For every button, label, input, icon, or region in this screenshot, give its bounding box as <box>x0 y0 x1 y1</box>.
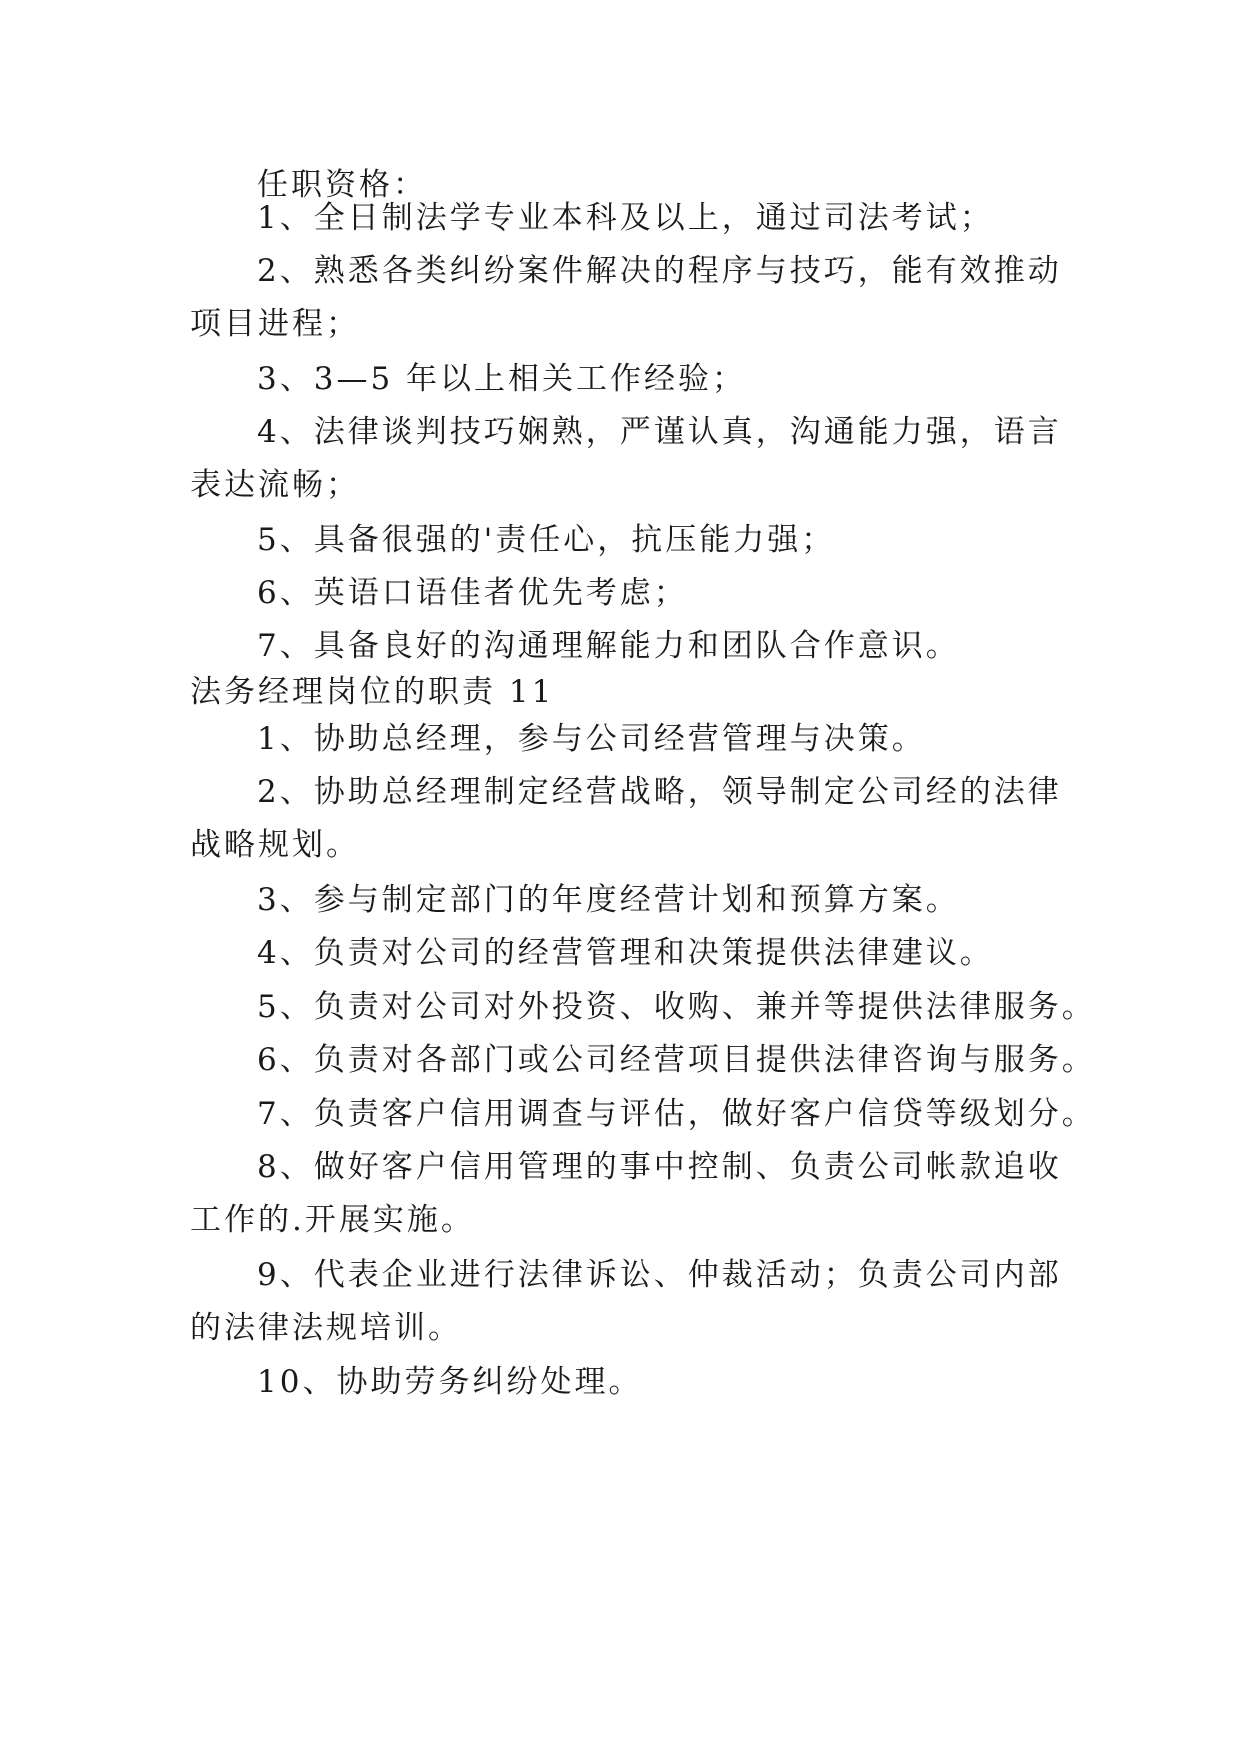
duty-item-10: 10、协助劳务纠纷处理。 <box>257 1364 643 1400</box>
qualification-item-1: 1、全日制法学专业本科及以上，通过司法考试； <box>257 200 994 236</box>
duties-heading: 法务经理岗位的职责 11 <box>190 674 555 710</box>
duty-item-6: 6、负责对各部门或公司经营项目提供法律咨询与服务。 <box>257 1042 1096 1078</box>
qualification-item-2: 2、熟悉各类纠纷案件解决的程序与技巧，能有效推动 <box>257 253 1062 289</box>
qualification-item-6: 6、英语口语佳者优先考虑； <box>257 575 688 611</box>
qualification-item-2-cont: 项目进程； <box>190 306 360 342</box>
qualification-item-4-cont: 表达流畅； <box>190 467 360 503</box>
duty-item-9: 9、代表企业进行法律诉讼、仲裁活动；负责公司内部 <box>257 1257 1062 1293</box>
duty-item-2: 2、协助总经理制定经营战略，领导制定公司经的法律 <box>257 774 1062 810</box>
duty-item-2-cont: 战略规划。 <box>190 827 360 863</box>
duty-item-9-cont: 的法律法规培训。 <box>190 1310 462 1346</box>
duty-item-8: 8、做好客户信用管理的事中控制、负责公司帐款追收 <box>257 1149 1062 1185</box>
duty-item-7: 7、负责客户信用调查与评估，做好客户信贷等级划分。 <box>257 1096 1096 1132</box>
duty-item-1: 1、协助总经理，参与公司经营管理与决策。 <box>257 721 926 757</box>
qualification-item-7: 7、具备良好的沟通理解能力和团队合作意识。 <box>257 628 960 664</box>
duty-item-8-cont: 工作的.开展实施。 <box>190 1202 475 1238</box>
qualification-item-4: 4、法律谈判技巧娴熟，严谨认真，沟通能力强，语言 <box>257 414 1062 450</box>
qualifications-heading: 任职资格： <box>257 167 427 203</box>
qualification-item-5: 5、具备很强的'责任心，抗压能力强； <box>257 522 836 558</box>
duty-item-4: 4、负责对公司的经营管理和决策提供法律建议。 <box>257 935 994 971</box>
duty-item-3: 3、参与制定部门的年度经营计划和预算方案。 <box>257 882 960 918</box>
duty-item-5: 5、负责对公司对外投资、收购、兼并等提供法律服务。 <box>257 989 1096 1025</box>
qualification-item-3: 3、3—5 年以上相关工作经验； <box>257 361 747 397</box>
